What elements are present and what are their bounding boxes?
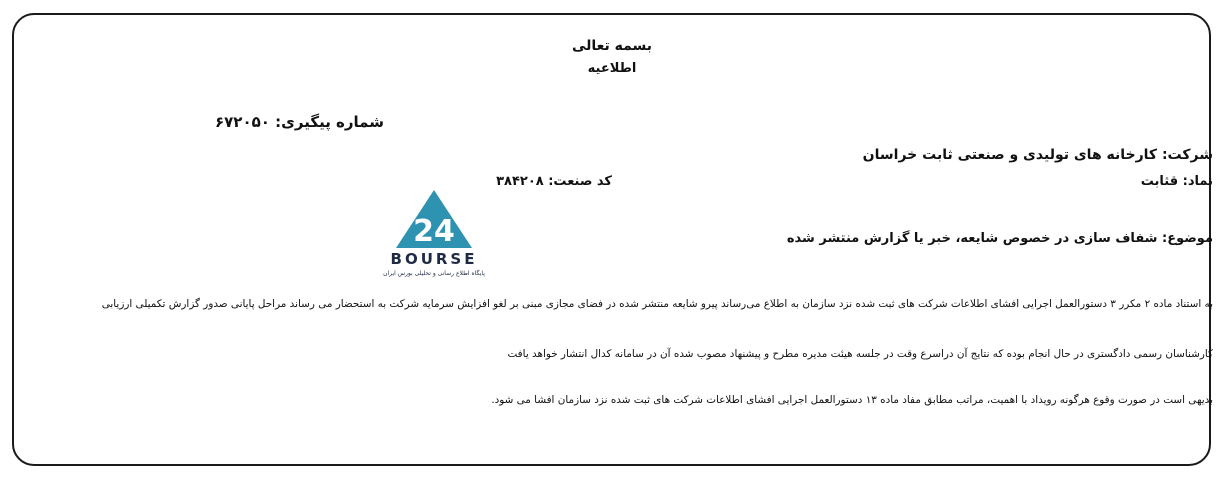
bourse24-logo bbox=[378, 186, 490, 278]
subject-value: شفاف سازی در خصوص شایعه، خبر یا گزارش منتشر شده bbox=[786, 231, 1158, 246]
logo-caption: پایگاه اطلاع رسانی و تحلیلی بورس ایران bbox=[383, 270, 485, 277]
tracking-value: ۶۷۲۰۵۰ bbox=[214, 113, 270, 131]
body-paragraph-1: به استناد ماده ۲ مکرر ۳ دستورالعمل اجرایی افشای اطلاعات شرکت های ثبت شده نزد سازمان به اطلاع می‌رساند پیرو شایعه منتشر شده در فضای مجازی مبنی بر لغو افزایش سرمایه شرکت به استحضار می رساند مراحل پایانی صدور گزارش تکمیلی ارزیابی bbox=[101, 298, 1213, 310]
bourse24-logo-icon bbox=[378, 186, 490, 278]
industry-code-label: کد صنعت: bbox=[548, 174, 612, 189]
bismillah-heading: بسمه تعالی bbox=[571, 38, 653, 54]
logo-brand-text: BOURSE bbox=[390, 250, 478, 268]
svg-text:24: 24 bbox=[413, 214, 455, 249]
symbol-label: نماد: bbox=[1182, 174, 1213, 189]
announcement-title: اطلاعیه bbox=[587, 61, 637, 76]
industry-code-line bbox=[496, 174, 612, 189]
subject-line bbox=[787, 231, 1213, 246]
tracking-label: شماره پیگیری: bbox=[275, 113, 384, 131]
symbol-value: قثابت bbox=[1140, 174, 1179, 189]
company-label: شرکت: bbox=[1161, 147, 1213, 163]
company-name: کارخانه های تولیدی و صنعتی ثابت خراسان bbox=[862, 147, 1158, 163]
body-paragraph-3: بدیهی است در صورت وقوع هرگونه رویداد با اهمیت، مراتب مطابق مفاد ماده ۱۳ دستورالعمل اجرایی افشای اطلاعات شرکت های ثبت شده نزد سازمان افشا می شود. bbox=[491, 394, 1213, 406]
tracking-number bbox=[215, 113, 384, 131]
industry-code-value: ۳۸۴۲۰۸ bbox=[496, 174, 544, 189]
body-paragraph-2: کارشناسان رسمی دادگستری در حال انجام بوده که نتایج آن دراسرع وقت در جلسه هیئت مدیره مطرح و پیشنهاد مصوب شده آن در سامانه کدال انتشار خواهد یافت bbox=[507, 348, 1213, 360]
symbol-line bbox=[1141, 174, 1213, 189]
subject-label: موضوع: bbox=[1162, 231, 1213, 246]
company-line bbox=[863, 147, 1213, 163]
